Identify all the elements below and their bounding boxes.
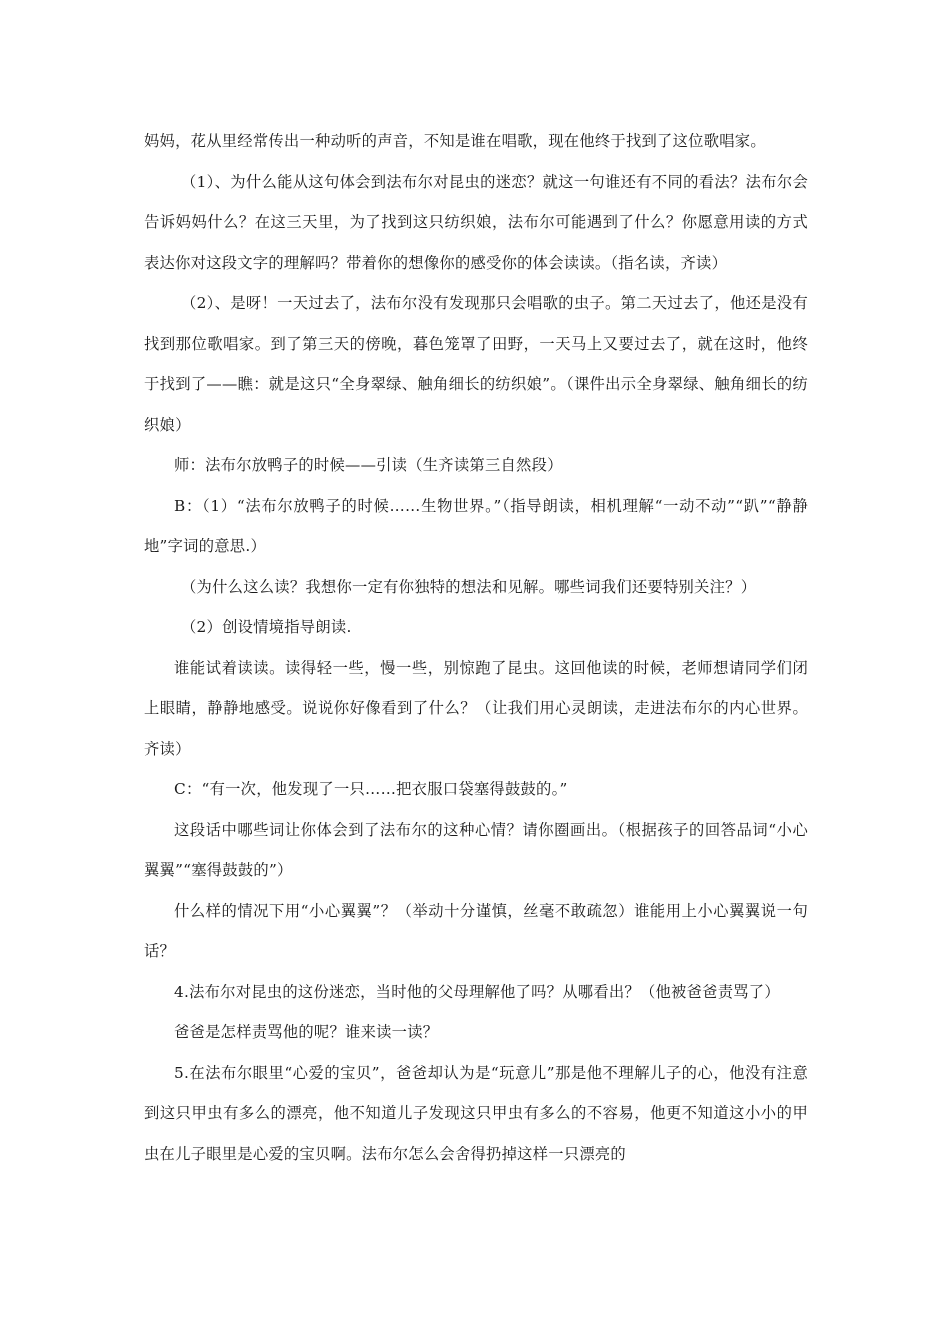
paragraph-4: 师：法布尔放鸭子的时候——引读（生齐读第三自然段）: [174, 456, 563, 474]
paragraph-9: C：“有一次，他发现了一只……把衣服口袋塞得鼓鼓的。”: [174, 780, 568, 798]
paragraph-13: 爸爸是怎样责骂他的呢？谁来读一读？: [174, 1023, 439, 1041]
paragraph-8: 谁能试着读读。读得轻一些，慢一些，别惊跑了昆虫。这回他读的时候，老师想请同学们闭上眼睛，静静地感受。说说你好像看到了什么？（让我们用心灵朗读，走进法布尔的内心世界。齐读）: [144, 658, 808, 758]
paragraph-2: （1）、为什么能从这句体会到法布尔对昆虫的迷恋？就这一句谁还有不同的看法？法布尔会告诉妈妈什么？在这三天里，为了找到这只纺织娘，法布尔可能遇到了什么？你愿意用读的方式表达你对这段文字的理解吗？带着你的想像你的感受你的体会读读。（指名读，齐读）: [144, 172, 808, 272]
document-page: [144, 121, 808, 1174]
paragraph-11: 什么样的情况下用“小心翼翼”？（举动十分谨慎，丝毫不敢疏忽）谁能用上小心翼翼说一句话？: [144, 901, 808, 960]
paragraph-5: B：（1）“法布尔放鸭子的时候……生物世界。”（指导朗读，相机理解“一动不动”“趴”“静静地”字词的意思.）: [144, 496, 808, 555]
paragraph-1: 妈妈，花从里经常传出一种动听的声音，不知是谁在唱歌，现在他终于找到了这位歌唱家。: [144, 132, 766, 150]
paragraph-14: 5.在法布尔眼里“心爱的宝贝”，爸爸却认为是“玩意儿”那是他不理解儿子的心，他没有注意到这只甲虫有多么的漂亮，他不知道儿子发现这只甲虫有多么的不容易，他更不知道这小小的甲虫在儿子眼里是心爱的宝贝啊。法布尔怎么会舍得扔掉这样一只漂亮的: [144, 1063, 808, 1163]
paragraph-7: （2）创设情境指导朗读.: [181, 618, 352, 636]
paragraph-12: 4.法布尔对昆虫的这份迷恋，当时他的父母理解他了吗？从哪看出？（他被爸爸责骂了）: [174, 982, 780, 1001]
paragraph-6: （为什么这么读？我想你一定有你独特的想法和见解。哪些词我们还要特别关注？）: [181, 577, 757, 596]
paragraph-3: （2）、是呀！一天过去了，法布尔没有发现那只会唱歌的虫子。第二天过去了，他还是没有找到那位歌唱家。到了第三天的傍晚，暮色笼罩了田野，一天马上又要过去了，就在这时，他终于找到了——瞧：就是这只“全身翠绿、触角细长的纺织娘”。（课件出示全身翠绿、触角细长的纺织娘）: [144, 294, 808, 434]
paragraph-10: 这段话中哪些词让你体会到了法布尔的这种心情？请你圈画出。（根据孩子的回答品词“小心翼翼”“塞得鼓鼓的”）: [144, 820, 808, 879]
